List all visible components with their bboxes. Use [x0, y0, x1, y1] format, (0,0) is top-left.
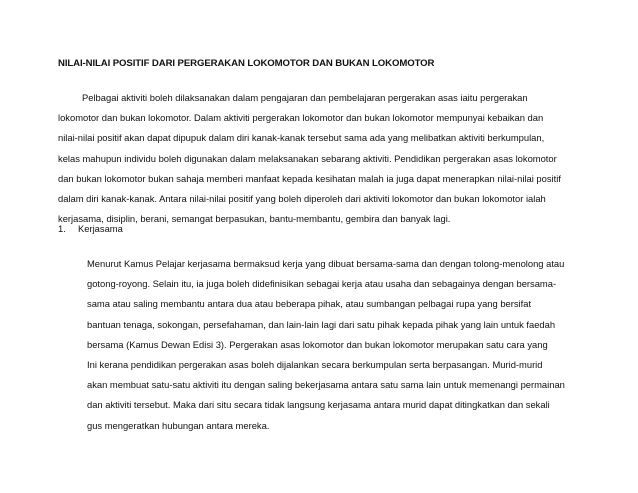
intro-line: kerjasama, disiplin, berani, semangat berpasukan, bantu-membantu, gembira dan banyak lagi.: [58, 213, 451, 225]
section-paragraph: [87, 254, 587, 436]
section-line: bantuan tenaga, sokongan, persefahaman, dan lain-lain lagi dari satu pihak kepada pihak yang lain untuk faedah: [87, 318, 556, 330]
intro-line: Pelbagai aktiviti boleh dilaksanakan dalam pengajaran dan pembelajaran pergerakan asas iaitu pergerakan: [82, 92, 528, 103]
section-line: Ini kerana pendidikan pergerakan asas boleh dijalankan secara berkumpulan serta berpasangan. Murid-murid: [87, 359, 543, 371]
section-line: akan membuat satu-satu aktiviti itu dengan saling bekerjasama antara satu sama lain untuk memenangi permainan: [87, 379, 565, 391]
section-line: dan aktiviti tersebut. Maka dari situ secara tidak langsung kerjasama antara murid dapat ditingkatkan dan sekali: [87, 399, 550, 411]
document-title: NILAI-NILAI POSITIF DARI PERGERAKAN LOKOMOTOR DAN BUKAN LOKOMOTOR: [58, 58, 435, 69]
intro-line: lokomotor dan bukan lokomotor. Dalam aktiviti pergerakan lokomotor dan bukan lokomotor mempunyai kebaikan dan: [58, 112, 544, 124]
intro-line: dalam diri kanak-kanak. Antara nilai-nilai positif yang boleh diperoleh dari aktiviti lokomotor dan bukan lokomotor ialah: [58, 193, 546, 205]
section-heading-text: Kerjasama: [78, 223, 123, 234]
intro-line: dan bukan lokomotor bukan sahaja memberi manfaat kepada kesihatan malah ia juga dapat menerapkan nilai-nilai positif: [58, 172, 561, 184]
section-line: bersama (Kamus Dewan Edisi 3). Pergerakan asas lokomotor dan bukan lokomotor merupakan satu cara yang: [87, 338, 548, 350]
section-number: 1.: [58, 223, 66, 234]
intro-line: kelas mahupun individu boleh digunakan dalam melaksanakan sebarang aktiviti. Pendidikan pergerakan asas lokomotor: [58, 152, 557, 164]
intro-paragraph: [58, 88, 586, 229]
section-line: gotong-royong. Selain itu, ia juga boleh didefinisikan sebagai kerja atau usaha dan sebagainya dengan bersama-: [87, 278, 557, 290]
section-line: sama atau saling membantu antara dua atau beberapa pihak, atau sumbangan pelbagai rupa yang bersifat: [87, 298, 532, 310]
intro-line: nilai-nilai positif akan dapat dipupuk dalam diri kanak-kanak tersebut sama ada yang melibatkan aktiviti berkumpulan,: [58, 132, 545, 144]
section-line: Menurut Kamus Pelajar kerjasama bermaksud kerja yang dibuat bersama-sama dan dengan tolong-menolong atau: [87, 258, 565, 269]
section-line: gus mengeratkan hubungan antara mereka.: [87, 419, 270, 431]
section-heading: [58, 223, 123, 234]
